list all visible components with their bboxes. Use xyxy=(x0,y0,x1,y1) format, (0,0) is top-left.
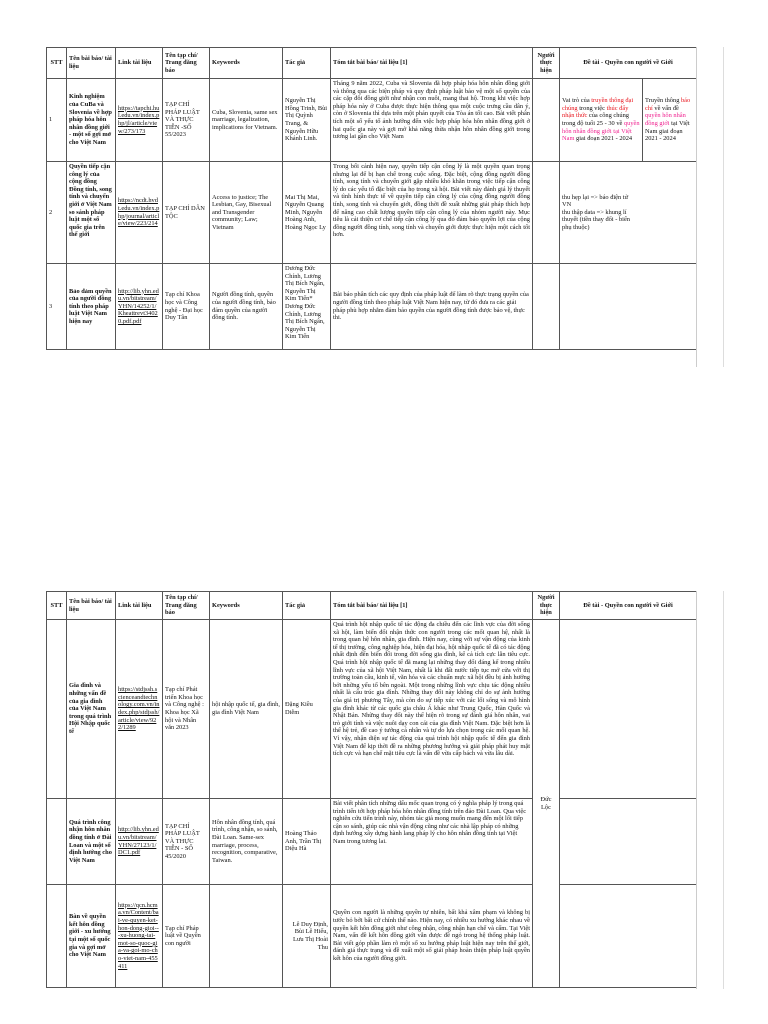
row-summary: Bài báo phân tích các quy định của pháp luật để làm rõ thực trạng quyền của người đồng tính theo pháp luật Việt Nam hiện nay, từ đó đưa ra các giải pháp phù hợp nhằm đảm bảo quyền của người đồng tính được bảo vệ, thực thi. xyxy=(331,264,533,350)
row-topic xyxy=(560,620,697,799)
header-actor: Người thực hiện xyxy=(533,48,560,79)
table-row xyxy=(47,799,697,885)
sheet-column-edge xyxy=(696,591,724,989)
row-link-cell xyxy=(116,799,163,885)
header-stt: STT xyxy=(47,592,67,620)
row-link-cell xyxy=(116,162,163,264)
row-journal: Tạp chí Pháp luật về Quyền con người xyxy=(163,885,210,988)
header-stt: STT xyxy=(47,48,67,79)
header-topic: Đề tài - Quyền con người về Giới xyxy=(560,48,697,79)
row-keywords: Cuba, Slovenia, same sex marriage, legalization, implications for Vietnam. xyxy=(210,79,283,162)
row-actor xyxy=(533,79,560,162)
row-author: Dương Đức Chính, Lương Thị Bích Ngân, Nguyễn Thị Kim Tiến* Dương Đức Chính, Lương Thị Bích Ngân, Nguyễn Thị Kim Tiến xyxy=(283,264,331,350)
header-row xyxy=(47,48,697,79)
topic-option-a: Vai trò của truyền thông đại chúng trong việc thúc đẩy nhận thức của công chúng trong độ tuổi 25 - 30 về quyền hôn nhân đồng giới tại Việt Nam giai đoạn 2021 - 2024 xyxy=(560,79,643,162)
row-keywords: Hôn nhân đồng tính, quá trình, công nhận, so sánh, Đài Loan. Same-sex marriage, process, recognition, comparative, Taiwan. xyxy=(210,799,283,885)
row-title: Kinh nghiệm của CuBa và Slovenia về hợp pháp hóa hôn nhân đồng giới - một số gợi mở cho Việt Nam xyxy=(67,79,116,162)
row-topic xyxy=(560,264,697,350)
row-summary: Bài viết phân tích những dấu mốc quan trọng có ý nghĩa pháp lý trong quá trình tiến tới hợp pháp hóa hôn nhân đồng tính trên đảo Đài Loan. Qua việc nghiên cứu tiến trình này, nhóm tác giả mong muốn mang đến một lối tiếp cận so sánh, giúp các nhà vận động cũng như các nhà lập pháp có những định hướng xây dựng hành lang pháp lý cho hôn nhân đồng tính tại Việt Nam trong tương lai. xyxy=(331,799,533,885)
document-link[interactable]: https://ncdt.hvdt.edu.vn/index.php/journal/article/view/223/214 xyxy=(118,197,160,228)
document-link[interactable]: http://lib.yhn.edu.vn/bitstream/YHN/14252/1/Kheattrevt3402 0.pdf.pdf xyxy=(118,287,159,325)
row-link-cell xyxy=(116,79,163,162)
header-summary: Tóm tắt bài báo/ tài liệu [1] xyxy=(331,592,533,620)
row-title: Gia đình và những vấn đề của gia đình của Việt Nam trong quá trình Hội Nhập quốc tế xyxy=(67,620,116,799)
table-row xyxy=(47,264,697,350)
header-journal: Tên tạp chí/ Trang đăng báo xyxy=(163,48,210,79)
document-link[interactable]: https://stdjssh.scienceandtechnology.com.vn/index.php/stdjssh/article/view/922/1289 xyxy=(118,686,160,732)
row-author: Mai Thị Mai, Nguyễn Quang Minh, Nguyễn Hoàng Anh, Hoàng Ngọc Ly xyxy=(283,162,331,264)
table-row xyxy=(47,162,697,264)
row-stt xyxy=(47,620,67,799)
header-actor: Người thực hiện xyxy=(533,592,560,620)
header-row xyxy=(47,592,697,620)
header-author: Tác giả xyxy=(283,592,331,620)
row-author: Lê Duy Định, Bùi Lê Hiếu, Lưu Thị Hoài Thu xyxy=(283,885,331,988)
row-stt xyxy=(47,799,67,885)
row-summary: Trong bối cảnh hiện nay, quyền tiếp cận công lý là một quyền quan trọng nhưng lại để bị hạn chế trong cuộc sống. Đặc biệt, cộng đồng người đồng tính, song tính và chuyển giới gặp nhiều khó khăn trong việc tiếp cận công lý do các yếu tố đặc biệt của họ trong xã hội. Bài viết này đánh giá lý thuyết và tình hình thực tế về quyền tiếp cận công lý của cộng đồng người đồng tính, song tính và chuyển giới, đồng thời đề xuất những giải pháp thích hợp để nâng cao chất lượng quyền tiếp cận công lý của nhóm người này. Mục tiêu là cải thiện cơ chế tiếp cận công lý qua đó đảm bảo quyền lợi của cộng đồng người đồng tính, song tính và chuyển giới được thực hiện một cách tốt hơn. xyxy=(331,162,533,264)
row-actor xyxy=(533,162,560,264)
literature-table-2 xyxy=(46,591,697,988)
row-stt xyxy=(47,885,67,988)
document-link[interactable]: https://tapchi.hul.edu.vn/index.php/jl/article/view/273/173 xyxy=(118,104,160,135)
header-keywords: Keywords xyxy=(210,592,283,620)
header-link: Link tài liệu xyxy=(116,592,163,620)
row-actor xyxy=(533,264,560,350)
row-stt: 1 xyxy=(47,79,67,162)
row-title: Bảo đảm quyền của người đồng tính theo pháp luật Việt Nam hiện nay xyxy=(67,264,116,350)
row-journal: Tạp chí Phát triển Khoa học và Công nghệ : Khoa học Xã hội và Nhân văn 2023 xyxy=(163,620,210,799)
row-link-cell xyxy=(116,264,163,350)
table-row xyxy=(47,620,697,799)
row-keywords: hội nhập quốc tế, gia đình, gia đình Việt Nam xyxy=(210,620,283,799)
row-summary: Tháng 9 năm 2022, Cuba và Slovenia đã hợp pháp hóa hôn nhân đồng giới và thông qua các biện pháp và quy định pháp luật bảo vệ một số quyền của các cặp đôi đồng giới như nhận con nuôi, mang thai hộ. Trong khi việc hợp pháp hóa này ở Cuba được thực hiện thông qua một cuộc trưng cầu dân ý, còn ở Slovenia thì dựa trên một phán quyết của Tòa án tối cao. Bài viết phân tích một số yếu tố ảnh hưởng đến việc hợp pháp hóa hôn nhân đồng giới ở hai quốc gia này và gợi mở khả năng thừa nhận hôn nhân đồng giới trong tương lai gần cho Việt Nam xyxy=(331,79,533,162)
header-title: Tên bài báo/ tài liệu xyxy=(67,592,116,620)
header-link: Link tài liệu xyxy=(116,48,163,79)
sheet-column-edge xyxy=(696,47,724,367)
row-author: Đặng Kiều Diễm xyxy=(283,620,331,799)
row-author: Hoàng Thảo Anh, Trần Thị Diệu Hà xyxy=(283,799,331,885)
row-link-cell xyxy=(116,885,163,988)
row-title: Quyền tiếp cận công lý của cộng đồng Đồng tính, song tính và chuyển giới ở Việt Nam so sánh pháp luật một số quốc gia trên thế giới xyxy=(67,162,116,264)
row-stt: 2 xyxy=(47,162,67,264)
header-summary: Tóm tắt bài báo/ tài liệu [1] xyxy=(331,48,533,79)
row-topic xyxy=(560,799,697,885)
row-keywords: Access to justice; The Lesbian, Gay, Bisexual and Transgender community; Law; Vietnam xyxy=(210,162,283,264)
header-journal: Tên tạp chí/ Trang đăng báo xyxy=(163,592,210,620)
document-link[interactable]: https://qcn.hcma.vn/Content/bai-ve-quyen-ket-hon-dong-gioi---xu-huong-tai-mot-so-quoc-gia-va-goi-mo-cho-viet-nam-455411 xyxy=(118,901,159,970)
row-link-cell xyxy=(116,620,163,799)
topic-option-b: Truyền thông báo chí về vấn đề quyền hôn nhân đồng giới tại Việt Nam giai đoạn 2021 - 2024 xyxy=(643,79,697,162)
research-note: thu hẹp lại => báo điện tử VN thu thập data => khung lí thuyết (tiền thay đổi - biến phụ thuộc) xyxy=(560,162,697,264)
header-title: Tên bài báo/ tài liệu xyxy=(67,48,116,79)
header-keywords: Keywords xyxy=(210,48,283,79)
literature-table-1 xyxy=(46,47,697,350)
row-summary: Quyền con người là những quyền tự nhiên, bất khả xâm phạm và không bị tước bỏ bởi bất cứ chính thể nào. Hiện nay, có nhiều xu hướng khác nhau về quyền kết hôn đồng giới như công nhận, công nhận hạn chế và cấm. Tại Việt Nam, vấn đề kết hôn đồng giới vẫn được đề ngỏ trong hệ thống pháp luật. Bài viết góp phần làm rõ một số xu hướng pháp luật hiện nay trên thế giới, đánh giá thực trạng và đề xuất một số giải pháp hoàn thiện pháp luật quyền kết hôn của người đồng giới. xyxy=(331,885,533,988)
row-topic xyxy=(560,885,697,988)
row-title: Bàn về quyền kết hôn đồng giới - xu hướng tại một số quốc gia và gợi mở cho Việt Nam xyxy=(67,885,116,988)
table-row xyxy=(47,885,697,988)
row-keywords xyxy=(210,885,283,988)
header-topic: Đề tài - Quyền con người về Giới xyxy=(560,592,697,620)
document-link[interactable]: http://lib.yhn.edu.vn/bitstream/YHN/27123/1/DC1.pdf xyxy=(118,826,159,857)
row-journal: Tạp chí Khoa học và Công nghệ - Đại học Duy Tân xyxy=(163,264,210,350)
row-journal: TẠP CHÍ DÂN TỘC xyxy=(163,162,210,264)
row-actor: Đức Lộc xyxy=(533,620,560,988)
header-author: Tác giả xyxy=(283,48,331,79)
row-keywords: Người đồng tính, quyền của người đồng tính, bảo đảm quyền của người đồng tính. xyxy=(210,264,283,350)
row-journal: TẠP CHÍ PHÁP LUẬT VÀ THỰC TIỄN -SỐ 55/2023 xyxy=(163,79,210,162)
row-summary: Quá trình hội nhập quốc tế tác động đa chiều đến các lĩnh vực của đời sống xã hội, làm biến đổi nhận thức con người trong các mối quan hệ, nhất là trong quan hệ hôn nhân, gia đình. Hiện nay, cùng với sự vận động của kinh tế thị trường, công nghiệp hóa, hiện đại hóa, hội nhập quốc tế đã có tác động nhất định đến biến đổi trong đời sống gia đình, kể cả tích cực lẫn tiêu cực. Quá trình hội nhập quốc tế đã mang lại những thay đổi đáng kể trong nhiều lĩnh vực của xã hội Việt Nam, nhất là khi đất nước tiếp tục mở cửa với thị trường toàn cầu, kinh tế, văn hóa và các chuẩn mực xã hội đều bị ảnh hưởng bởi những yếu tố bên ngoài. Một trong những lĩnh vực chịu tác động nhiều nhất là cấu trúc gia đình. Những thay đổi này không chỉ do sự ảnh hưởng của giá trị phương Tây, mà còn do sự tiếp xúc với các lối sống và mô hình gia đình khác từ các quốc gia châu Á khác như Trung Quốc, Hàn Quốc và Nhật Bản. Những thay đổi này thể hiện rõ trong sự đánh giá hôn nhân, vai trò giới tính và việc nuôi dạy con cái của gia đình Việt Nam. Đặc biệt hơn là thế hệ trẻ, đề cao ý tưởng cá nhân và tự do lựa chọn trong các mối quan hệ. Vì vậy, nhận diện sự tác động của quá trình hội nhập quốc tế đến gia đình Việt Nam để kịp thời đề ra những phương hướng và giải pháp phát huy mặt tích cực và hạn chế mặt tiêu cực là vấn đề vừa cấp bách và vừa lâu dài. xyxy=(331,620,533,799)
row-journal: TẠP CHÍ PHÁP LUẬT VÀ THỰC TIỄN - SỐ 45/2020 xyxy=(163,799,210,885)
row-title: Quá trình công nhận hôn nhân đồng tính ở Đài Loan và một số định hướng cho Việt Nam xyxy=(67,799,116,885)
table-row xyxy=(47,79,697,162)
row-stt: 3 xyxy=(47,264,67,350)
row-author: Nguyễn Thị Hồng Trinh, Bùi Thị Quỳnh Trang, & Nguyễn Hữu Khánh Linh. xyxy=(283,79,331,162)
